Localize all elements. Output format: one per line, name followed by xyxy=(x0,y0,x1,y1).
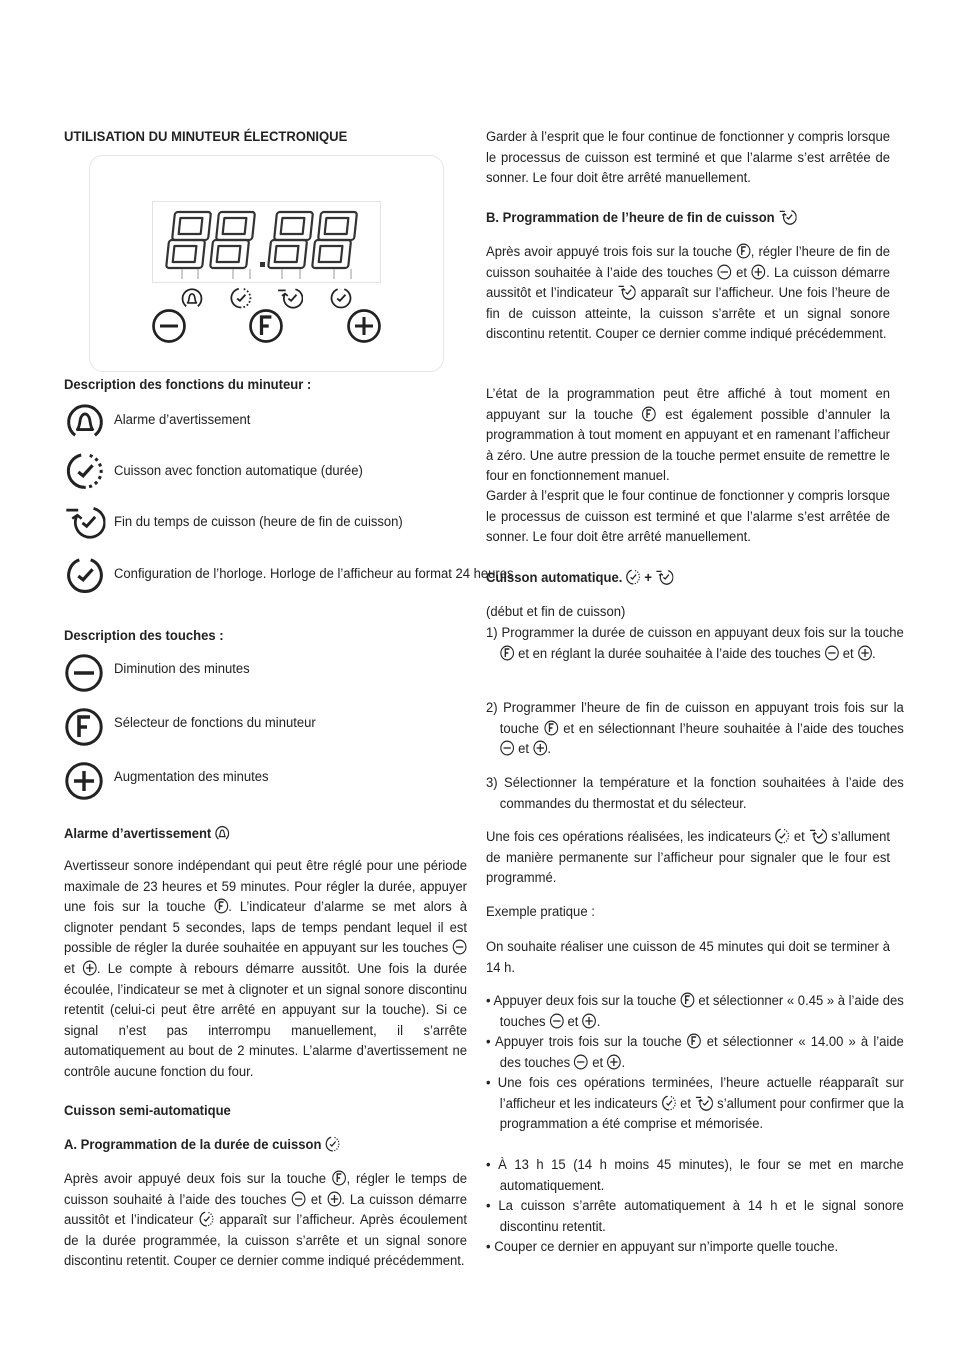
plus-icon xyxy=(82,960,97,976)
keys-title: Description des touches : xyxy=(64,628,224,644)
minus-icon xyxy=(717,264,732,280)
auto-cooking-title: Cuisson automatique. + xyxy=(486,568,890,588)
duration-icon xyxy=(662,1095,677,1111)
end-time-icon xyxy=(618,284,636,300)
f-icon xyxy=(642,406,657,422)
example-step-1: • Appuyer deux fois sur la touche et sélectionner « 0.45 » à l’aide des touches et . xyxy=(486,993,904,1030)
end-time-programming-title: B. Programmation de l’heure de fin de cuisson xyxy=(486,208,890,228)
f-icon xyxy=(332,1170,347,1186)
key-row xyxy=(64,707,467,747)
f-icon xyxy=(544,720,559,736)
key-row xyxy=(64,761,467,801)
minus-icon xyxy=(291,1191,306,1207)
example-step-6: • Couper ce dernier en appuyant sur n’importe quelle touche. xyxy=(486,1239,839,1255)
f-icon xyxy=(687,1033,702,1049)
step-3: 3) Sélectionner la température et la fonction souhaitées à l’aide des commandes du thermostat et du sélecteur. xyxy=(486,775,904,812)
example-title: Exemple pratique : xyxy=(486,904,595,920)
key-label: Augmentation des minutes xyxy=(114,769,269,785)
semi-auto-title: Cuisson semi-automatique xyxy=(64,1103,231,1119)
function-row xyxy=(64,505,467,541)
f-icon xyxy=(680,992,695,1008)
example-step-2: • Appuyer trois fois sur la touche et sélectionner « 14.00 » à l’aide des touches et . xyxy=(486,1034,904,1071)
minus-icon xyxy=(64,653,104,693)
plus-icon xyxy=(751,264,766,280)
end-time-paragraph: Après avoir appuyé trois fois sur la touche , régler l’heure de fin de cuisson souhaitée à l’aide des touches et . La cuisson démarre aussitôt et l’indicateur apparaît sur l’afficheur. Une fois l’heure de fin de cuisson atteinte, la cuisson s’arrête et un signal sonore discontinu retentit. Couper ce dernier comme indiqué précédemment. xyxy=(486,244,891,343)
key-label: Sélecteur de fonctions du minuteur xyxy=(114,715,316,731)
functions-title: Description des fonctions du minuteur : xyxy=(64,377,312,393)
f-icon xyxy=(214,898,229,914)
example-step-4: • À 13 h 15 (14 h moins 45 minutes), le four se met en marche automatiquement. xyxy=(486,1157,904,1194)
end-time-icon xyxy=(778,209,796,225)
function-label: Fin du temps de cuisson (heure de fin de cuisson) xyxy=(114,514,403,530)
end-time-icon xyxy=(656,569,674,585)
end-time-icon xyxy=(695,1095,713,1111)
alarm-paragraph: Avertisseur sonore indépendant qui peut être réglé pour une période maximale de 23 heures et 59 minutes. Pour régler la durée, appuyer une fois sur la touche . L’indicateur d’alarme se met alors à clignoter pendant 5 secondes, laps de temps pendant lequel il est possible de régler la durée souhaitée en appuyant sur les touches et . Le compte à rebours démarre aussitôt. Une fois la durée écoulée, l’indicateur se met à clignoter et un signal sonore discontinu retentit (celui-ci peut être arrêté en appuyant sur la touche). Si ce signal n’est pas interrompu manuellement, il s’arrête automatiquement au bout de 2 minutes. L’alarme d’avertissement ne contrôle aucune fonction du four. xyxy=(64,858,468,1080)
function-row xyxy=(64,402,467,442)
function-row xyxy=(64,556,514,606)
keep-in-mind-paragraph: Garder à l’esprit que le four continue de fonctionner y compris lorsque le processus de cuisson est terminé et que l’alarme s’est arrêtée de sonner. Le four doit être arrêté manuellement. xyxy=(486,129,891,187)
plus-icon xyxy=(607,1054,622,1070)
clock-icon xyxy=(64,556,106,594)
end-time-icon xyxy=(64,505,106,539)
function-label: Configuration de l’horloge. Horloge de l’afficheur au format 24 heures xyxy=(114,566,514,582)
example-step-3: • Une fois ces opérations terminées, l’heure actuelle réapparaît sur l’afficheur et les indicateurs et s’allument pour confirmer que la programmation a été comprise et mémorisée. xyxy=(486,1075,904,1133)
example-paragraph: On souhaite réaliser une cuisson de 45 minutes qui doit se terminer à 14 h. xyxy=(486,939,891,976)
plus-icon xyxy=(582,1013,597,1029)
step-2: 2) Programmer l’heure de fin de cuisson en appuyant trois fois sur la touche et en sélectionnant l’heure souhaitée à l’aide des touches et . xyxy=(486,700,904,758)
plus-icon xyxy=(327,1191,342,1207)
done-paragraph: Une fois ces opérations réalisées, les indicateurs et s’allument de manière permanente sur l’afficheur pour signaler que le four est programmé. xyxy=(486,829,891,887)
function-row xyxy=(64,452,467,492)
function-label: Alarme d’avertissement xyxy=(114,412,251,428)
duration-icon xyxy=(775,828,790,844)
section-title: UTILISATION DU MINUTEUR ÉLECTRONIQUE xyxy=(64,129,348,145)
key-label: Diminution des minutes xyxy=(114,661,250,677)
left-body xyxy=(64,0,514,1354)
auto-subtitle: (début et fin de cuisson) xyxy=(486,604,626,620)
plus-icon xyxy=(64,761,104,801)
bell-icon xyxy=(215,825,230,841)
f-icon xyxy=(64,707,104,747)
plus-icon xyxy=(857,645,872,661)
key-row xyxy=(64,653,467,693)
right-column xyxy=(486,0,904,1354)
f-icon xyxy=(500,645,515,661)
duration-programming-title: A. Programmation de la durée de cuisson xyxy=(64,1135,467,1155)
end-time-icon xyxy=(809,828,827,844)
minus-icon xyxy=(500,740,515,756)
minus-icon xyxy=(824,645,839,661)
duration-icon xyxy=(325,1136,340,1152)
keep-in-mind-paragraph-2: Garder à l’esprit que le four continue de fonctionner y compris lorsque le processus de cuisson est terminé et que l’alarme s’est arrêtée de sonner. Le four doit être arrêté manuellement. xyxy=(486,488,891,546)
state-paragraph: L’état de la programmation peut être affiché à tout moment en appuyant sur la touche est également possible d’annuler la programmation à tout moment en appuyant et en ramenant l’afficheur à zéro. Une autre pression de la touche permet ensuite de remettre le four en fonctionnement manuel. xyxy=(486,386,891,485)
f-icon xyxy=(736,243,751,259)
minus-icon xyxy=(574,1054,589,1070)
plus-icon xyxy=(533,740,548,756)
minus-icon xyxy=(549,1013,564,1029)
minus-icon xyxy=(452,939,467,955)
alarm-title: Alarme d’avertissement xyxy=(64,824,467,844)
duration-icon xyxy=(199,1211,214,1227)
step-1: 1) Programmer la durée de cuisson en appuyant deux fois sur la touche et en réglant la durée souhaitée à l’aide des touches et . xyxy=(486,625,904,662)
duration-icon xyxy=(64,452,106,490)
duration-icon xyxy=(626,569,641,585)
function-label: Cuisson avec fonction automatique (durée) xyxy=(114,463,363,479)
duration-paragraph: Après avoir appuyé deux fois sur la touche , régler le temps de cuisson souhaité à l’aide des touches et . La cuisson démarre aussitôt et l’indicateur apparaît sur l’afficheur. Après écoulement de la durée programmée, la cuisson s’arrête et un signal sonore discontinu retentit. Couper ce dernier comme indiqué précédemment. xyxy=(64,1171,468,1270)
example-step-5: • La cuisson s’arrête automatiquement à 14 h et le signal sonore discontinu retentit. xyxy=(486,1198,904,1235)
bell-icon xyxy=(64,402,106,440)
